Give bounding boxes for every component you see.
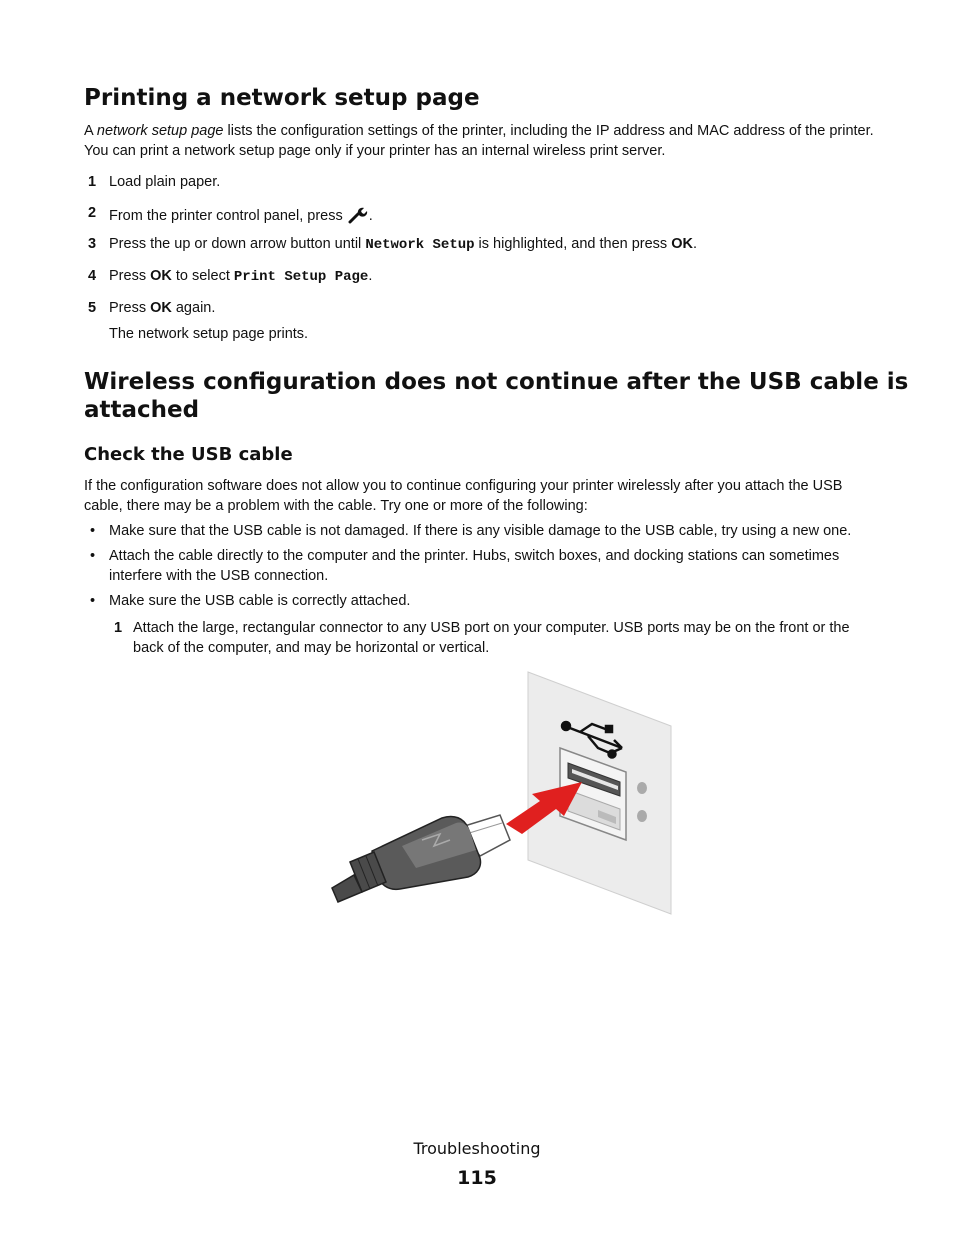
usb-connection-illustration <box>330 668 675 918</box>
document-page: Printing a network setup page A network setup page lists the configuration settings of the printer, including the IP address and MAC address of the printer. You can print a network setup page only if your printer has an internal wireless print server. 1 Load plain paper. 2 From the printer control panel, press . 3 Press the up or down arrow button until Network Setup is highlighted, and then press OK. 4 Press OK to select Print Setup Page. 5 Press OK again. The network setup page prints. Wireless configuration does not continue after the USB cable is attached Check the USB cable If the configuration software does not allow you to continue configuring your printer wirelessly after you attach the USB cable, there may be a problem with the cable. Try one or more of the following: • Make sure that the USB cable is not damaged. If there is any visible damage to the USB cable, try using a new one. • Attach the cable directly to the computer and the printer. Hubs, switch boxes, and docking stations can sometimes interfere with the USB connection. • Make sure the USB cable is correctly attached. 1 Attach the large, rectangular connector to any USB port on your computer. USB ports may be on the front or the back of the computer, and may be horizontal or vertical. Troubleshooting 115 <box>0 0 954 1235</box>
indicator-dot <box>637 810 647 822</box>
section-title-wireless-usb: Wireless configuration does not continue after the USB cable is attached <box>84 369 909 423</box>
usb-intro-paragraph: If the configuration software does not allow you to continue configuring your printer wirelessly after you attach the USB cable, there may be a problem with the cable. Try one or more of the following: <box>84 478 843 514</box>
section-title-network-setup: Printing a network setup page <box>84 85 480 111</box>
page-number: 115 <box>457 1167 497 1189</box>
intro-paragraph: A network setup page lists the configuration settings of the printer, including the IP address and MAC address of the printer. You can print a network setup page only if your printer has an internal wireless print server. <box>84 123 874 159</box>
bullet-icon: • <box>90 548 96 564</box>
bullet-icon: • <box>90 523 96 539</box>
indicator-dot <box>637 782 647 794</box>
footer-section-label: Troubleshooting <box>413 1139 541 1158</box>
wrench-icon <box>347 204 369 224</box>
bullet-icon: • <box>90 593 96 609</box>
subsection-title-usb-cable: Check the USB cable <box>84 444 293 465</box>
